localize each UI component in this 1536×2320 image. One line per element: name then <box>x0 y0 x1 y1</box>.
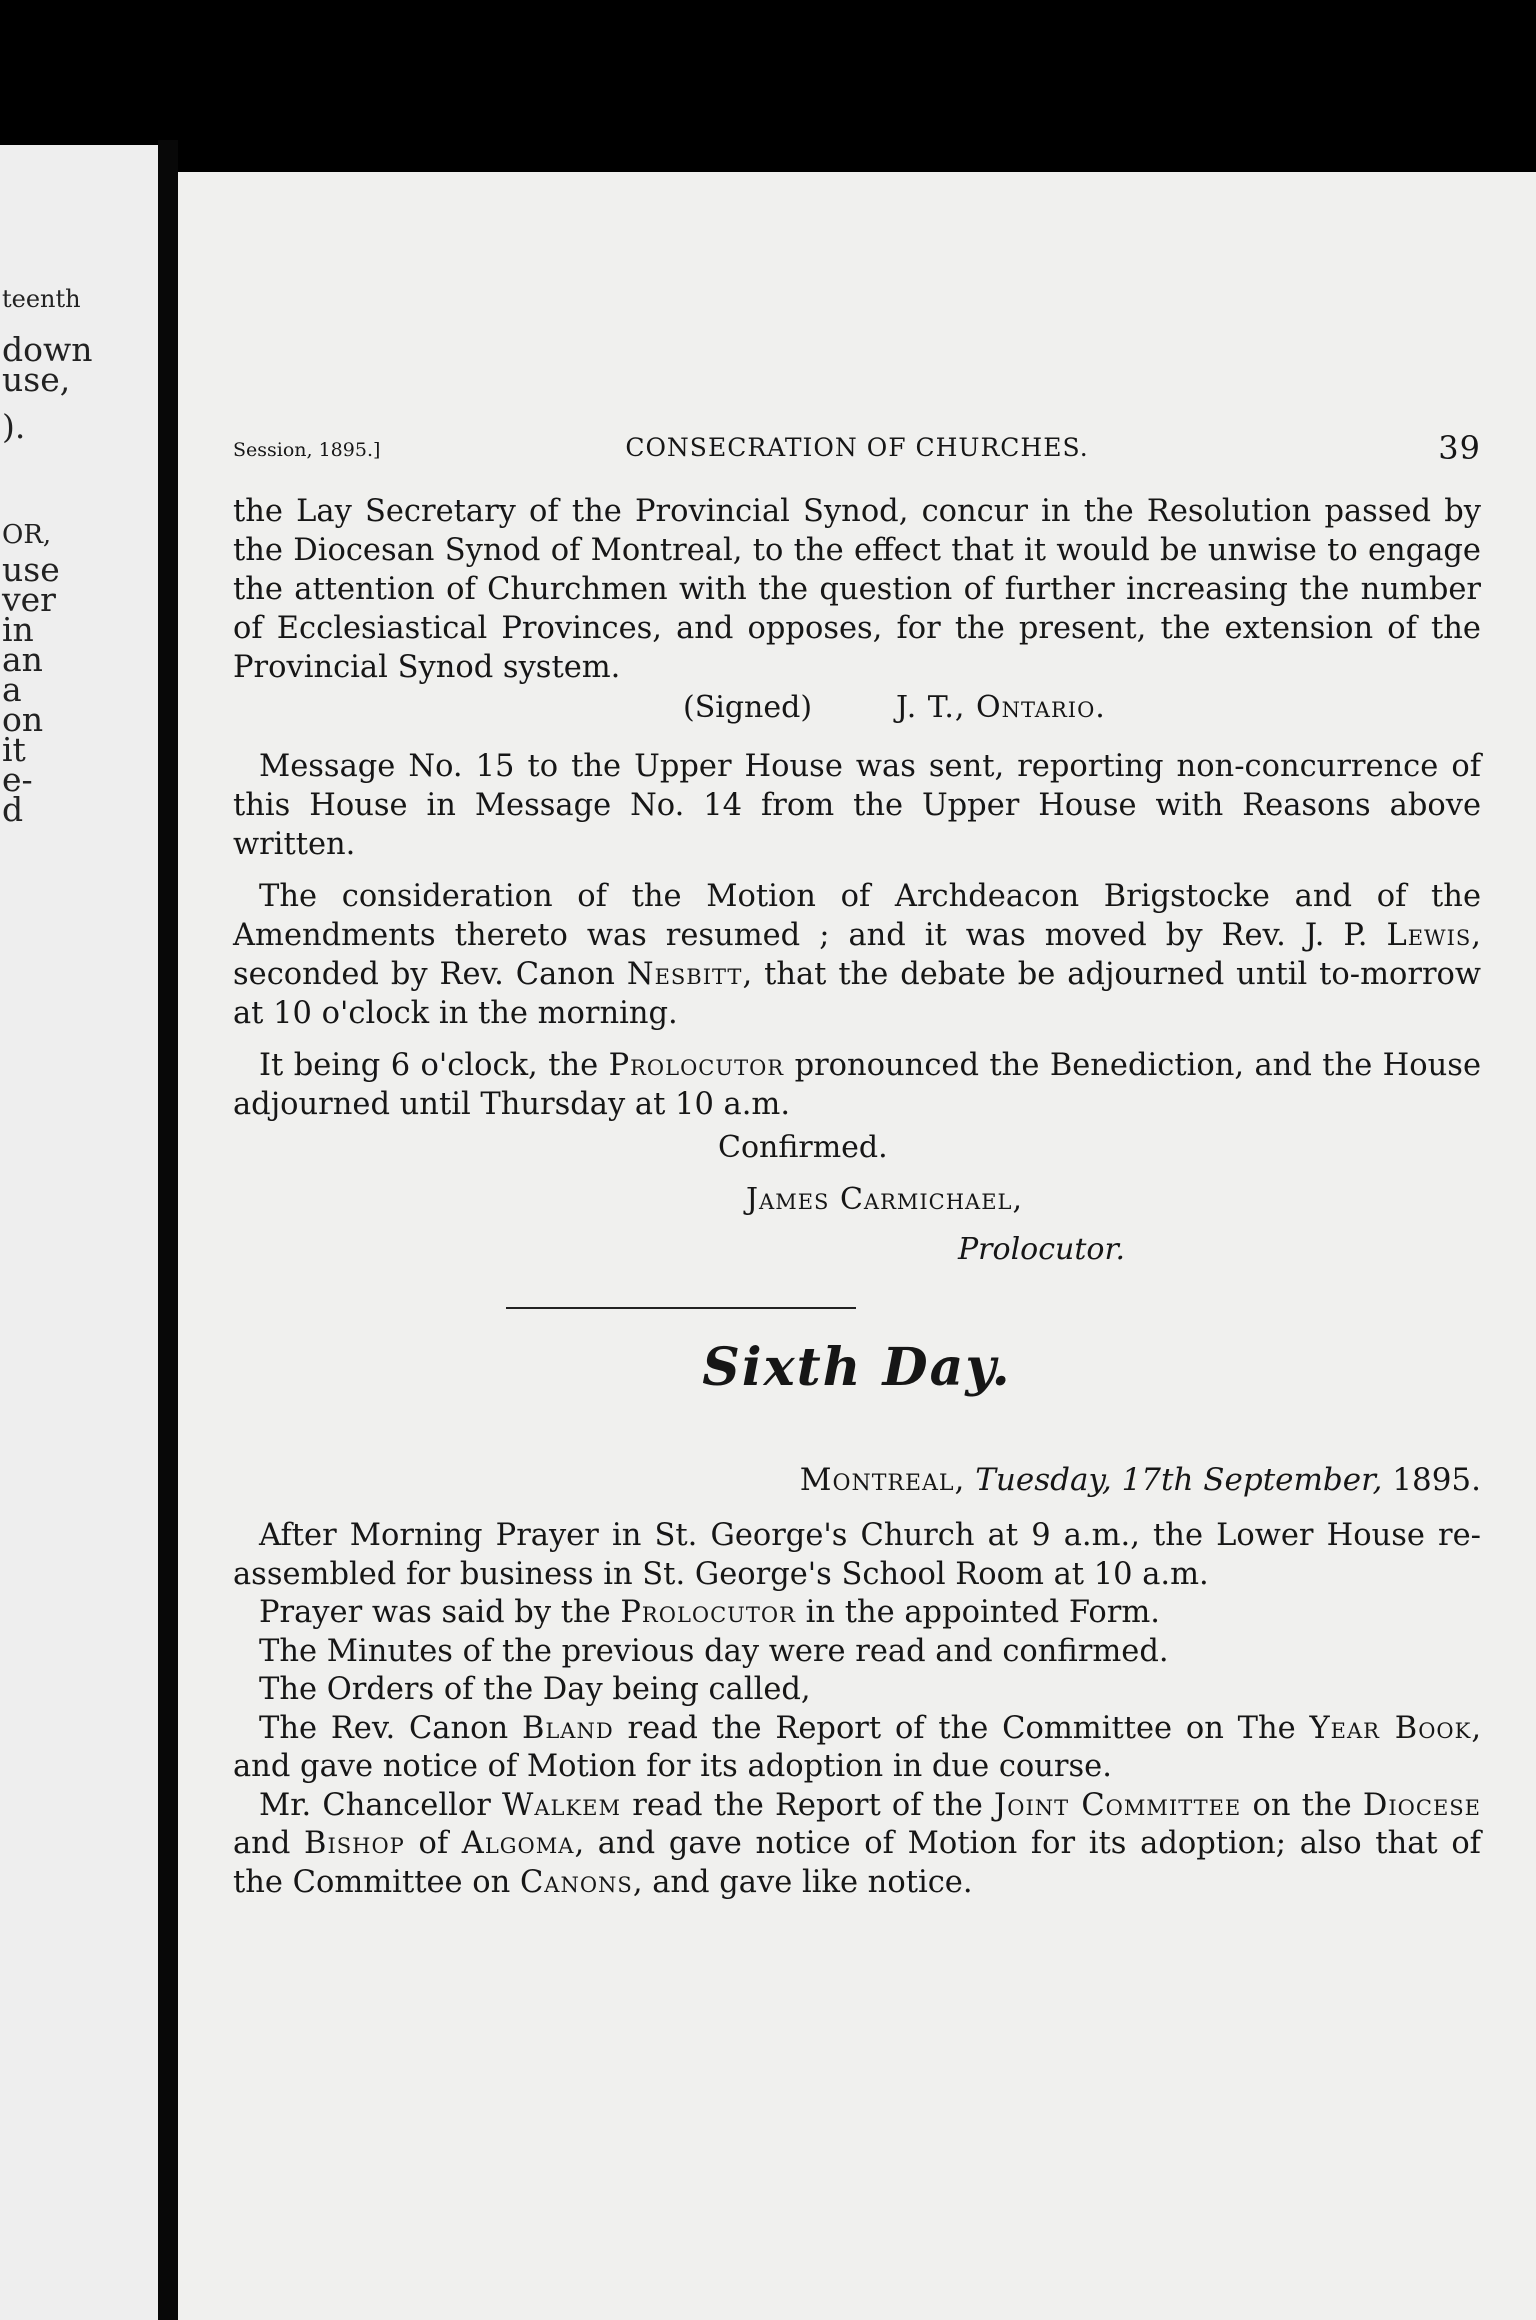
name-lewis: Lewis <box>1386 918 1472 953</box>
section-divider <box>506 1307 856 1309</box>
left-fragment: teenth <box>2 285 81 313</box>
signed-name: J. T., Ontario. <box>896 690 1106 725</box>
sixth-day-proceedings <box>233 1517 1481 1902</box>
left-fragment: d <box>2 790 24 829</box>
paragraph: The consideration of the Motion of Archdeacon Brigstocke and of the Amendments thereto was resumed ; and it was moved by Rev. J. P. Lewis, seconded by Rev. Canon Nesbitt, that the debate be adjourned until to-morrow at 10 o'clock in the morning. <box>233 879 1481 1031</box>
left-fragment: ver <box>2 580 56 619</box>
continued-paragraph <box>233 492 1481 687</box>
paragraph: After Morning Prayer in St. George's Church at 9 a.m., the Lower House re-assembled for business in St. George's School Room at 10 a.m. <box>233 1518 1481 1592</box>
left-fragment: down <box>2 330 93 369</box>
paragraph: The Minutes of the previous day were read and confirmed. <box>259 1633 1169 1669</box>
title-prolocutor: Prolocutor <box>608 1048 785 1083</box>
paragraph: Prayer was said by the Prolocutor in the appointed Form. <box>259 1595 1160 1630</box>
running-title: CONSECRATION OF CHURCHES. <box>625 433 1089 462</box>
running-header <box>233 427 1481 477</box>
left-fragment: e- <box>2 760 33 799</box>
left-fragment: in <box>2 610 34 649</box>
paragraph: Mr. Chancellor Walkem read the Report of the Joint Committee on the Diocese and Bishop of Algoma, and gave notice of Motion for its adoption; also that of the Committee on Canons, and gave like notice. <box>233 1787 1482 1900</box>
message-paragraph <box>233 747 1481 864</box>
paragraph: Message No. 15 to the Upper House was sent, reporting non-concurrence of this House in Message No. 14 from the Upper House with Reasons above written. <box>233 749 1481 862</box>
left-fragment: it <box>2 730 26 769</box>
session-label: Session, 1895.] <box>233 439 381 461</box>
name-nesbitt: Nesbitt <box>626 957 743 992</box>
adjournment-paragraph <box>233 1046 1481 1124</box>
page-number: 39 <box>1438 429 1481 467</box>
motion-paragraph <box>233 877 1481 1033</box>
left-fragment: ). <box>2 407 26 446</box>
page-gutter <box>158 140 178 2320</box>
confirmer-name: James Carmichael, <box>746 1182 1024 1217</box>
left-fragment: an <box>2 640 43 679</box>
confirmed-label: Confirmed. <box>718 1130 888 1165</box>
left-fragment: on <box>2 700 44 739</box>
signed-label: (Signed) <box>683 690 813 725</box>
paragraph: the Lay Secretary of the Provincial Synod, concur in the Resolution passed by the Diocesan Synod of Montreal, to the effect that it would be unwise to engage the attention of Churchmen with the question of further increasing the number of Ecclesiastical Provinces, and opposes, for the present, the extension of the Provincial Synod system. <box>233 494 1481 685</box>
dateline: Montreal, Tuesday, 17th September, 1895. <box>799 1462 1481 1498</box>
left-fragment: OR, <box>2 520 52 550</box>
left-fragment: a <box>2 670 22 709</box>
confirmer-title: Prolocutor. <box>958 1232 1126 1267</box>
document-page <box>178 172 1536 2320</box>
section-heading: Sixth Day. <box>702 1337 1012 1398</box>
left-fragment: use, <box>2 360 71 399</box>
paragraph: The Orders of the Day being called, <box>259 1672 811 1707</box>
paragraph: The Rev. Canon Bland read the Report of the Committee on The Year Book, and gave notice of Motion for its adoption in due course. <box>233 1710 1482 1784</box>
left-page-edge <box>0 145 158 2320</box>
left-fragment: use <box>2 550 60 589</box>
paragraph: It being 6 o'clock, the Prolocutor pronounced the Benediction, and the House adjourned until Thursday at 10 a.m. <box>233 1048 1481 1122</box>
